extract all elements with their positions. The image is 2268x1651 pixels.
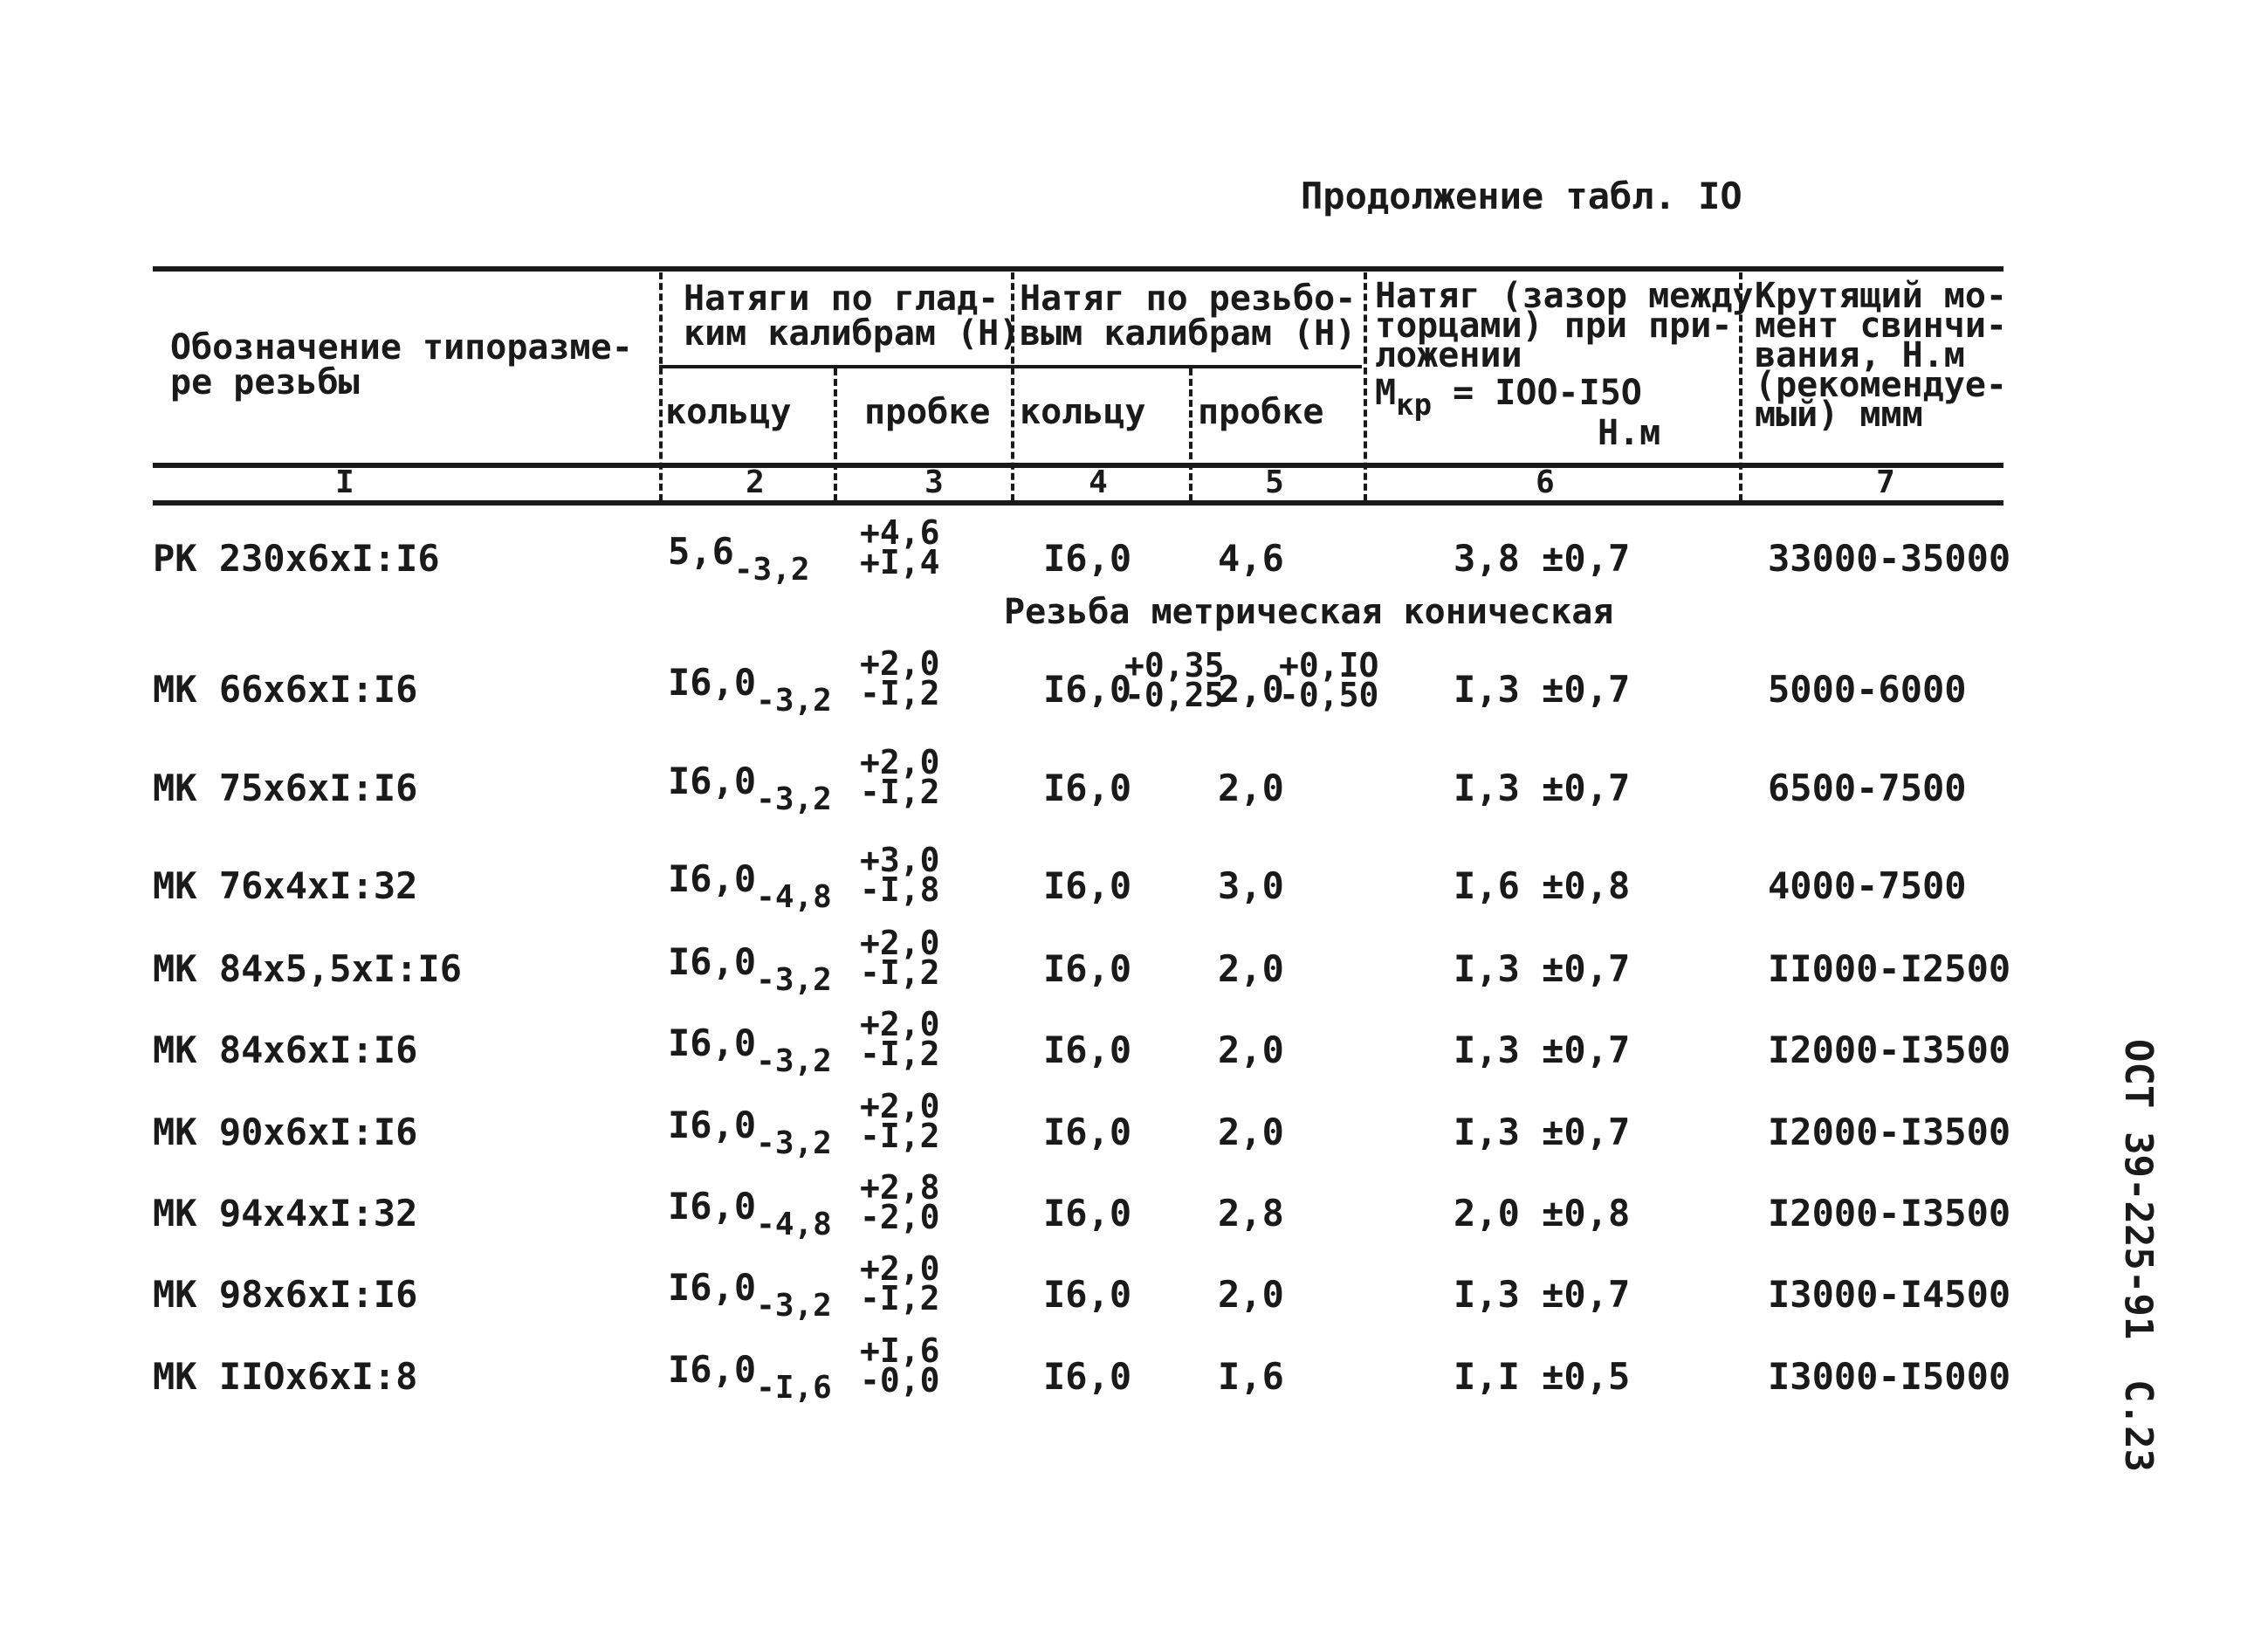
row-gap: 3,8 ±0,7 xyxy=(1454,537,1631,580)
row-designation: МК 84x5,5xI:I6 xyxy=(153,947,463,990)
row-smooth-plug: +2,0 -I,2 xyxy=(860,644,940,712)
row-gap: I,3 ±0,7 xyxy=(1454,1273,1631,1316)
col-number-5: 5 xyxy=(1265,464,1284,500)
row-thread-ring: I6,0 xyxy=(1043,1192,1132,1235)
row-thread-plug: 2,0 xyxy=(1218,1111,1284,1153)
table-caption: Продолжение табл. IO xyxy=(1301,175,1742,217)
row-thread-plug: 2,0 xyxy=(1218,1028,1284,1071)
header-smooth-ring: кольцу xyxy=(665,392,792,432)
row-torque: I3000-I4500 xyxy=(1768,1273,2011,1316)
numbers-bottom-rule xyxy=(153,500,2003,506)
header-smooth-gauges: Натяги по глад- ким калибрам (Н) xyxy=(684,279,1021,354)
header-gap: Натяг (зазор между торцами) при при- ложении xyxy=(1375,276,1754,375)
row-torque: 4000-7500 xyxy=(1768,864,1967,907)
row-designation: МК IIOx6xI:8 xyxy=(153,1355,418,1398)
row-thread-ring: I6,0 xyxy=(1043,1273,1132,1316)
row-torque: I2000-I3500 xyxy=(1768,1111,2011,1153)
row-designation: МК 75x6xI:I6 xyxy=(153,767,418,809)
row-designation: МК 66x6xI:I6 xyxy=(153,668,418,711)
header-gap-unit: Н.м xyxy=(1598,413,1661,453)
row-thread-plug: 4,6 xyxy=(1218,537,1284,580)
row-smooth-plug: +2,0 -I,2 xyxy=(860,1005,940,1073)
col-number-1: I xyxy=(335,464,354,500)
row-gap: I,I ±0,5 xyxy=(1454,1355,1631,1398)
header-thread-plug: пробке xyxy=(1198,392,1324,432)
row-smooth-plug: +3,0 -I,8 xyxy=(860,841,940,909)
row-smooth-ring: I6,0-3,2 xyxy=(668,760,832,817)
row-smooth-ring: I6,0-4,8 xyxy=(668,1185,832,1242)
row-thread-ring-tolerance: +0,35 -0,25 xyxy=(1124,646,1225,714)
row-gap: I,3 ±0,7 xyxy=(1454,668,1631,711)
row-designation: МК 98x6xI:I6 xyxy=(153,1273,418,1316)
row-smooth-ring: I6,0-I,6 xyxy=(668,1348,832,1406)
col-number-2: 2 xyxy=(746,464,765,500)
row-smooth-ring: 5,6-3,2 xyxy=(668,530,810,588)
header-designation: Обозначение типоразме- ре резьбы xyxy=(170,327,633,402)
row-torque: 5000-6000 xyxy=(1768,668,1967,711)
row-smooth-ring: I6,0-4,8 xyxy=(668,857,832,915)
row-thread-ring: I6,0 xyxy=(1043,947,1132,990)
row-thread-plug: I,6 xyxy=(1218,1355,1284,1398)
row-designation: МК 84x6xI:I6 xyxy=(153,1028,418,1071)
row-smooth-plug: +I,6 -0,0 xyxy=(860,1331,940,1400)
row-smooth-plug: +2,0 -I,2 xyxy=(860,924,940,992)
col-number-3: 3 xyxy=(924,464,944,500)
section-label: Резьба метрическая коническая xyxy=(1004,592,1614,632)
row-thread-ring: I6,0 xyxy=(1043,767,1132,809)
row-gap: I,6 ±0,8 xyxy=(1454,864,1631,907)
col-sep-2 xyxy=(834,368,837,501)
col-number-6: 6 xyxy=(1536,464,1555,500)
row-thread-ring: I6,0 xyxy=(1043,1111,1132,1153)
row-smooth-plug: +2,0 -I,2 xyxy=(860,743,940,811)
row-thread-plug: 2,0 xyxy=(1218,947,1284,990)
col-sep-4 xyxy=(1189,368,1192,501)
row-smooth-ring: I6,0-3,2 xyxy=(668,1104,832,1161)
side-page-number: С.23 xyxy=(2116,1379,2161,1472)
col-number-7: 7 xyxy=(1876,464,1895,500)
row-smooth-plug: +2,8 -2,0 xyxy=(860,1168,940,1236)
row-thread-ring: I6,0 xyxy=(1043,1028,1132,1071)
row-smooth-plug: +2,0 -I,2 xyxy=(860,1249,940,1317)
row-thread-plug: 2,8 xyxy=(1218,1192,1284,1235)
col-number-4: 4 xyxy=(1089,464,1108,500)
header-smooth-plug: пробке xyxy=(864,392,991,432)
row-thread-plug: 2,0 xyxy=(1218,668,1284,711)
col-sep-1 xyxy=(659,272,663,501)
row-designation: МК 76x4xI:32 xyxy=(153,864,418,907)
row-thread-ring: I6,0 xyxy=(1043,668,1132,711)
header-torque: Крутящий мо- мент свинчи- вания, Н.м (рекомендуе- мый) ммм xyxy=(1755,276,2007,435)
row-smooth-ring: I6,0-3,2 xyxy=(668,940,832,998)
row-torque: 33000-35000 xyxy=(1768,537,2011,580)
header-thread-gauges: Натяг по резьбо- вым калибрам (Н) xyxy=(1020,279,1357,354)
row-thread-plug: 2,0 xyxy=(1218,1273,1284,1316)
row-smooth-plug: +2,0 -I,2 xyxy=(860,1087,940,1155)
row-designation: МК 90x6xI:I6 xyxy=(153,1111,418,1153)
row-torque: I2000-I3500 xyxy=(1768,1028,2011,1071)
row-torque: II000-I2500 xyxy=(1768,947,2011,990)
row-gap: I,3 ±0,7 xyxy=(1454,947,1631,990)
row-thread-plug-tolerance: +0,IO -0,50 xyxy=(1279,646,1379,714)
row-smooth-ring: I6,0-3,2 xyxy=(668,661,832,719)
row-thread-plug: 2,0 xyxy=(1218,767,1284,809)
row-smooth-ring: I6,0-3,2 xyxy=(668,1266,832,1324)
row-thread-plug: 3,0 xyxy=(1218,864,1284,907)
header-thread-ring: кольцу xyxy=(1020,392,1146,432)
row-smooth-ring: I6,0-3,2 xyxy=(668,1022,832,1079)
row-thread-ring: I6,0 xyxy=(1043,537,1132,580)
row-smooth-plug: +4,6 +I,4 xyxy=(860,513,940,581)
row-gap: I,3 ±0,7 xyxy=(1454,1028,1631,1071)
row-thread-ring: I6,0 xyxy=(1043,1355,1132,1398)
header-gap-formula: $M_{кр} = IOO-I5O$ xyxy=(1375,373,1642,423)
row-gap: I,3 ±0,7 xyxy=(1454,1111,1631,1153)
row-gap: 2,0 ±0,8 xyxy=(1454,1192,1631,1235)
row-torque: I2000-I3500 xyxy=(1768,1192,2011,1235)
row-designation: РК 230x6xI:I6 xyxy=(153,537,440,580)
row-designation: МК 94x4xI:32 xyxy=(153,1192,418,1235)
row-gap: I,3 ±0,7 xyxy=(1454,767,1631,809)
col-sep-5 xyxy=(1364,272,1367,501)
row-torque: I3000-I5000 xyxy=(1768,1355,2011,1398)
row-torque: 6500-7500 xyxy=(1768,767,1967,809)
table-top-rule xyxy=(153,266,2003,272)
row-thread-ring: I6,0 xyxy=(1043,864,1132,907)
side-document-code: ОСТ 39-225-91 xyxy=(2116,1039,2161,1340)
